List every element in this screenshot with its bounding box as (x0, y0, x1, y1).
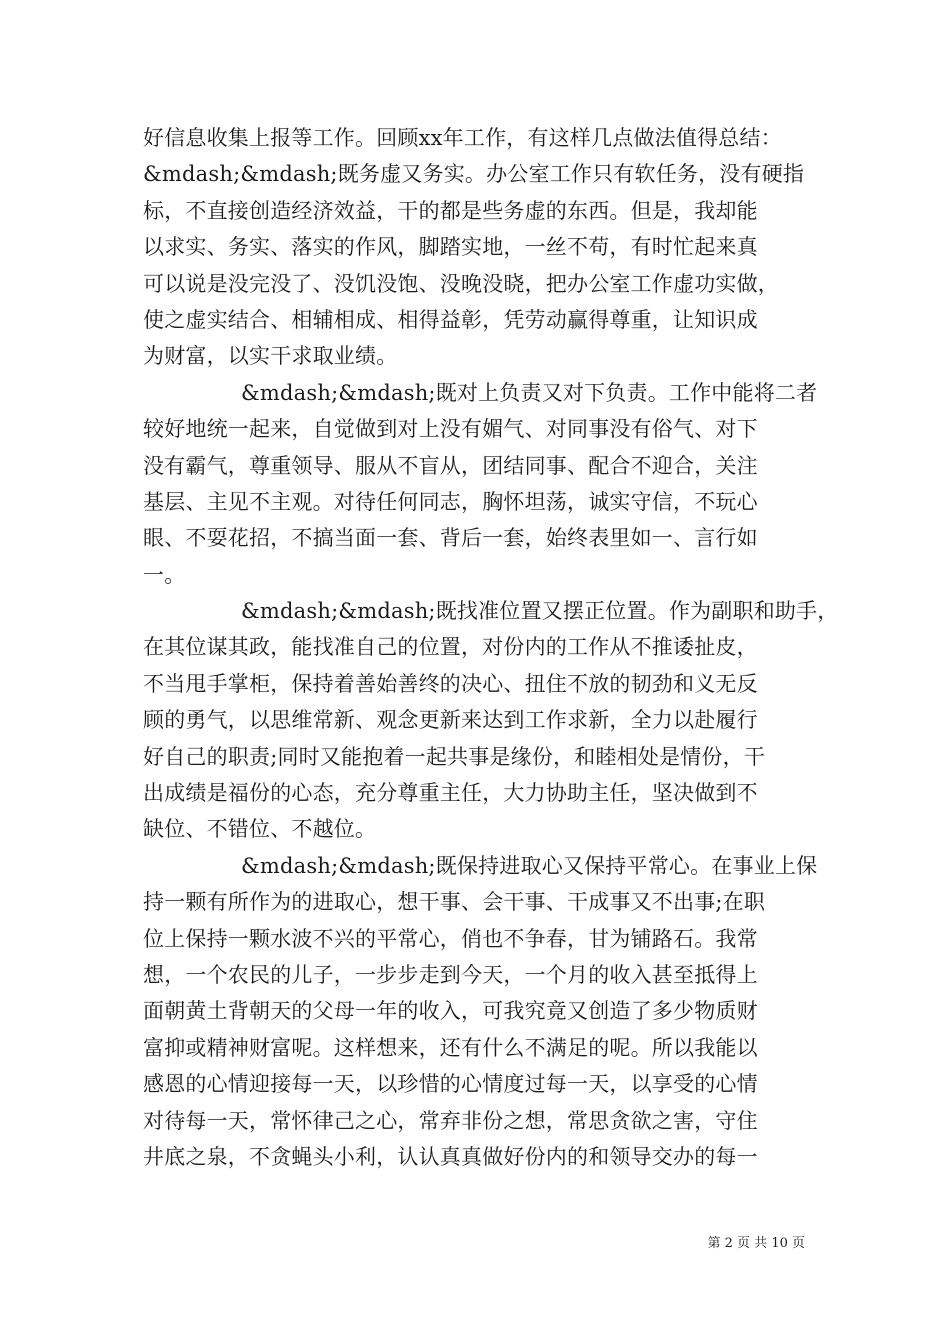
text-line: 井底之泉，不贪蝇头小利，认认真真做好份内的和领导交办的每一 (143, 1144, 758, 1169)
text-line: 一。 (143, 562, 186, 587)
text-line: 富抑或精神财富呢。这样想来，还有什么不满足的呢。所以我能以 (143, 1035, 758, 1060)
text-line: 想，一个农民的儿子，一步步走到今天，一个月的收入甚至抵得上 (143, 962, 758, 987)
text-line: 较好地统一起来，自觉做到对上没有媚气、对同事没有俗气、对下 (143, 417, 758, 442)
text-line: 眼、不耍花招，不搞当面一套、背后一套，始终表里如一、言行如 (143, 526, 758, 551)
text-line: 使之虚实结合、相辅相成、相得益彰，凭劳动赢得尊重，让知识成 (143, 307, 758, 332)
text-line: 基层、主见不主观。对待任何同志，胸怀坦荡，诚实守信，不玩心 (143, 489, 758, 514)
text-line: 出成绩是福份的心态，充分尊重主任，大力协助主任，坚决做到不 (143, 781, 758, 806)
text-line: 缺位、不错位、不越位。 (143, 817, 377, 842)
page-number-footer: 第 2 页 共 10 页 (707, 1236, 805, 1251)
text-line: 可以说是没完没了、没饥没饱、没晚没晓，把办公室工作虚功实做， (143, 271, 779, 296)
text-line: 好信息收集上报等工作。回顾xx年工作，有这样几点做法值得总结： (143, 126, 782, 150)
text-line: 不当甩手掌柜，保持着善始善终的决心、扭住不放的韧劲和义无反 (143, 671, 758, 696)
text-line: 持一颗有所作为的进取心，想干事、会干事、干成事又不出事;在职 (143, 890, 766, 915)
paragraph-start-line: &mdash;&mdash;既保持进取心又保持平常心。在事业上保 (241, 853, 818, 878)
text-line: 面朝黄土背朝天的父母一年的收入，可我究竟又创造了多少物质财 (143, 999, 758, 1024)
body-text (143, 120, 839, 1175)
text-line: 对待每一天，常怀律己之心，常弃非份之想，常思贪欲之害，守住 (143, 1108, 758, 1133)
text-line: 感恩的心情迎接每一天，以珍惜的心情度过每一天，以享受的心情 (143, 1072, 758, 1097)
text-line: 在其位谋其政，能找准自己的位置，对份内的工作从不推诿扯皮， (143, 635, 758, 660)
text-line: 没有霸气，尊重领导、服从不盲从，团结同事、配合不迎合，关注 (143, 453, 758, 478)
text-line: 顾的勇气，以思维常新、观念更新来达到工作求新，全力以赴履行 (143, 708, 758, 733)
text-line: 位上保持一颗水波不兴的平常心，俏也不争春，甘为铺路石。我常 (143, 926, 758, 951)
paragraph-start-line: &mdash;&mdash;既对上负责又对下负责。工作中能将二者 (241, 380, 818, 405)
text-line: 为财富，以实干求取业绩。 (143, 344, 398, 369)
paragraph-start-line: &mdash;&mdash;既找准位置又摆正位置。作为副职和助手， (241, 599, 839, 624)
text-line: &mdash;&mdash;既务虚又务实。办公室工作只有软任务，没有硬指 (143, 162, 805, 187)
text-line: 标，不直接创造经济效益，干的都是些务虚的东西。但是，我却能 (143, 198, 758, 223)
text-line: 好自己的职责;同时又能抱着一起共事是缘份，和睦相处是情份，干 (143, 744, 766, 769)
text-line: 以求实、务实、落实的作风，脚踏实地，一丝不苟，有时忙起来真 (143, 235, 758, 260)
